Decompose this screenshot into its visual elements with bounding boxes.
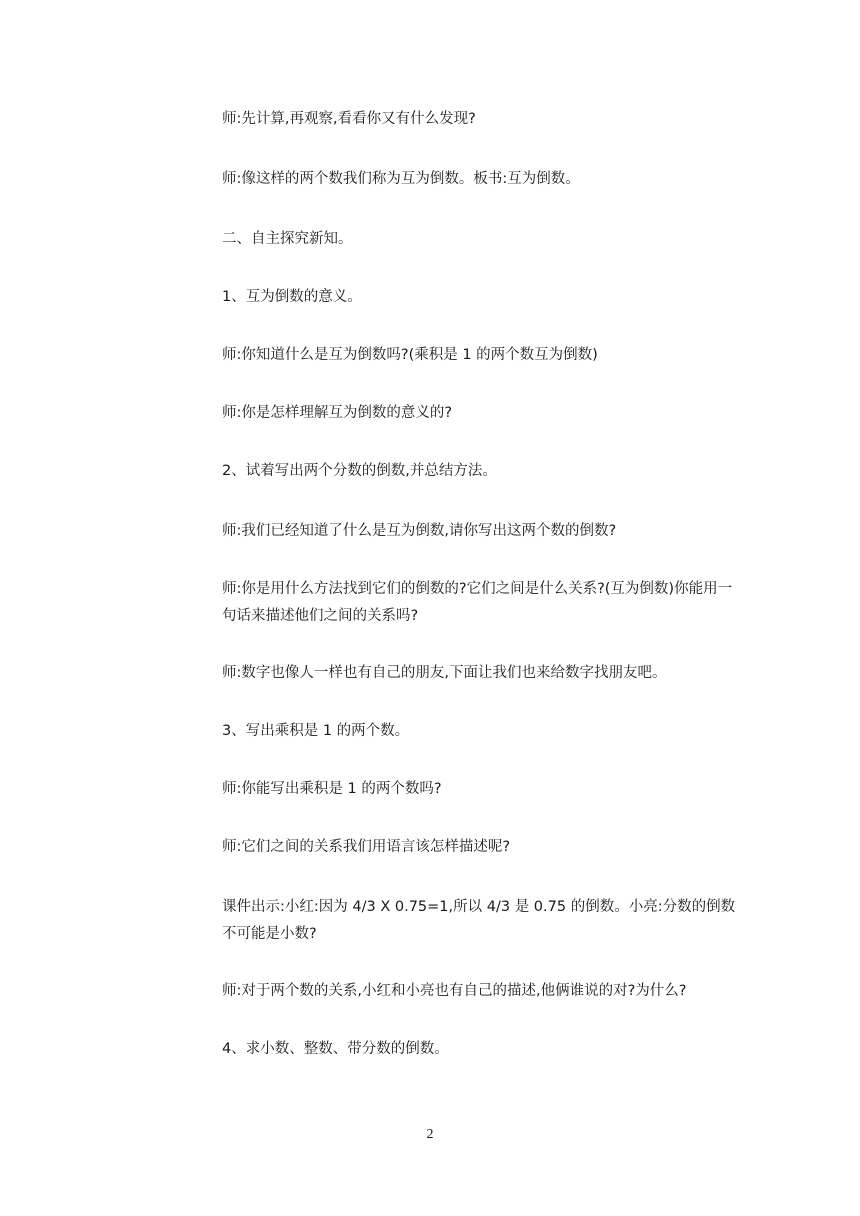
paragraph-4: 师:你是怎样理解互为倒数的意义的?: [222, 405, 453, 421]
subheading-3: 3、写出乘积是 1 的两个数。: [222, 723, 410, 739]
paragraph-9: 师:它们之间的关系我们用语言该怎样描述呢?: [222, 839, 511, 855]
paragraph-11: 师:对于两个数的关系,小红和小亮也有自己的描述,他俩谁说的对?为什么?: [222, 983, 687, 999]
paragraph-2: 师:像这样的两个数我们称为互为倒数。板书:互为倒数。: [222, 171, 580, 187]
subheading-1: 1、互为倒数的意义。: [222, 289, 362, 305]
subheading-2: 2、试着写出两个分数的倒数,并总结方法。: [222, 463, 497, 479]
paragraph-8: 师:你能写出乘积是 1 的两个数吗?: [222, 781, 442, 797]
paragraph-3: 师:你知道什么是互为倒数吗?(乘积是 1 的两个数互为倒数): [222, 347, 598, 363]
section-heading-2: 二、自主探究新知。: [222, 231, 353, 247]
paragraph-7: 师:数字也像人一样也有自己的朋友,下面让我们也来给数字找朋友吧。: [222, 665, 667, 681]
paragraph-10: 课件出示:小红:因为 4/3 X 0.75=1,所以 4/3 是 0.75 的倒数。小亮:分数的倒数不可能是小数?: [222, 899, 736, 942]
paragraph-6: 师:你是用什么方法找到它们的倒数的?它们之间是什么关系?(互为倒数)你能用一句话来描述他们之间的关系吗?: [222, 581, 733, 624]
subheading-4: 4、求小数、整数、带分数的倒数。: [222, 1041, 449, 1057]
page-number: 2: [426, 1127, 434, 1142]
paragraph-1: 师:先计算,再观察,看看你又有什么发现?: [222, 111, 476, 127]
paragraph-5: 师:我们已经知道了什么是互为倒数,请你写出这两个数的倒数?: [222, 523, 617, 539]
